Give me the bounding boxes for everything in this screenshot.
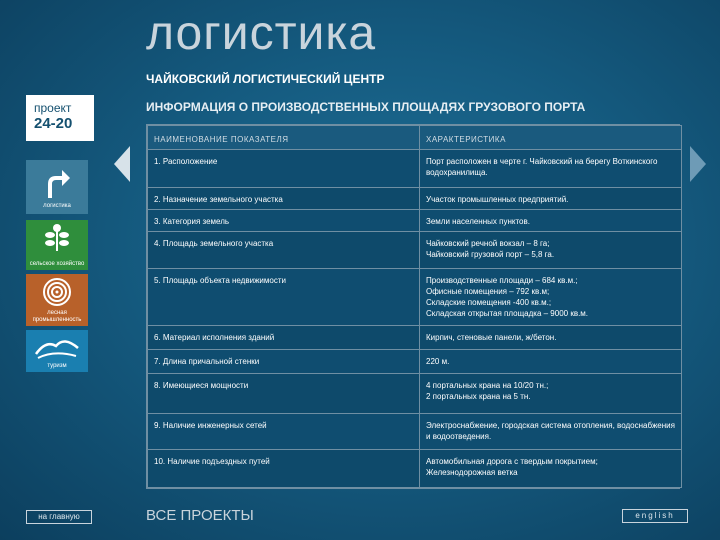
row-value: Чайковский речной вокзал – 8 га; Чайковский грузовой порт – 5,8 га. [420,232,682,269]
sidebar-item-forestry[interactable] [26,274,88,326]
row-name: 9. Наличие инженерных сетей [148,414,420,450]
prev-arrow-icon[interactable] [114,146,130,182]
arrow-icon [42,166,72,200]
row-value: Участок промышленных предприятий. [420,188,682,210]
table-row [148,374,682,414]
row-name: 5. Площадь объекта недвижимости [148,269,420,326]
table-row [148,269,682,326]
sidebar-item-label: логистика [43,203,71,209]
column-header-name: НАИМЕНОВАНИЕ ПОКАЗАТЕЛЯ [148,126,420,150]
table-row [148,232,682,269]
row-name: 7. Длина причальной стенки [148,350,420,374]
sidebar-item-label: туризм [47,363,67,369]
sidebar-item-label: лесная промышленность [32,310,82,323]
row-value: Земли населенных пунктов. [420,210,682,232]
row-name: 4. Площадь земельного участка [148,232,420,269]
table-row [148,188,682,210]
table-row [148,450,682,488]
project-number: 24-20 [34,115,73,132]
row-value: Производственные площади – 684 кв.м.; Офисные помещения – 792 кв.м; Складские помещения -400 кв.м.; Складская открытая площадка – 9000 кв.м. [420,269,682,326]
all-projects-link[interactable]: ВСЕ ПРОЕКТЫ [146,507,254,524]
table-row [148,210,682,232]
row-value: 220 м. [420,350,682,374]
sidebar-item-label: сельское хозяйство [29,261,85,267]
port-info-table [146,124,680,489]
project-label: проект [34,101,72,115]
home-button[interactable]: на главную [26,510,92,524]
next-arrow-icon[interactable] [690,146,706,182]
row-value: Автомобильная дорога с твердым покрытием; Железнодорожная ветка [420,450,682,488]
table-row [148,326,682,350]
english-button[interactable]: english [622,509,688,523]
project-badge [26,95,94,141]
table-row [148,414,682,450]
table-row [148,350,682,374]
plant-icon [43,223,71,253]
sidebar-item-tourism[interactable] [26,330,88,372]
row-name: 3. Категория земель [148,210,420,232]
row-name: 8. Имеющиеся мощности [148,374,420,414]
row-name: 10. Наличие подъездных путей [148,450,420,488]
table-row [148,150,682,188]
row-value: Кирпич, стеновые панели, ж/бетон. [420,326,682,350]
column-header-value: ХАРАКТЕРИСТИКА [420,126,682,150]
center-name: ЧАЙКОВСКИЙ ЛОГИСТИЧЕСКИЙ ЦЕНТР [146,72,385,86]
sidebar-item-agriculture[interactable] [26,220,88,270]
row-name: 6. Материал исполнения зданий [148,326,420,350]
mountain-icon [34,334,80,360]
section-title: ИНФОРМАЦИЯ О ПРОИЗВОДСТВЕННЫХ ПЛОЩАДЯХ ГРУЗОВОГО ПОРТА [146,100,586,114]
page-title: логистика [146,7,377,60]
row-name: 2. Назначение земельного участка [148,188,420,210]
row-name: 1. Расположение [148,150,420,188]
tree-rings-icon [42,277,72,307]
row-value: Электроснабжение, городская система отопления, водоснабжения и водоотведения. [420,414,682,450]
sidebar-item-logistics[interactable] [26,160,88,214]
row-value: Порт расположен в черте г. Чайковский на берегу Воткинского водохранилища. [420,150,682,188]
row-value: 4 портальных крана на 10/20 тн.; 2 портальных крана на 5 тн. [420,374,682,414]
